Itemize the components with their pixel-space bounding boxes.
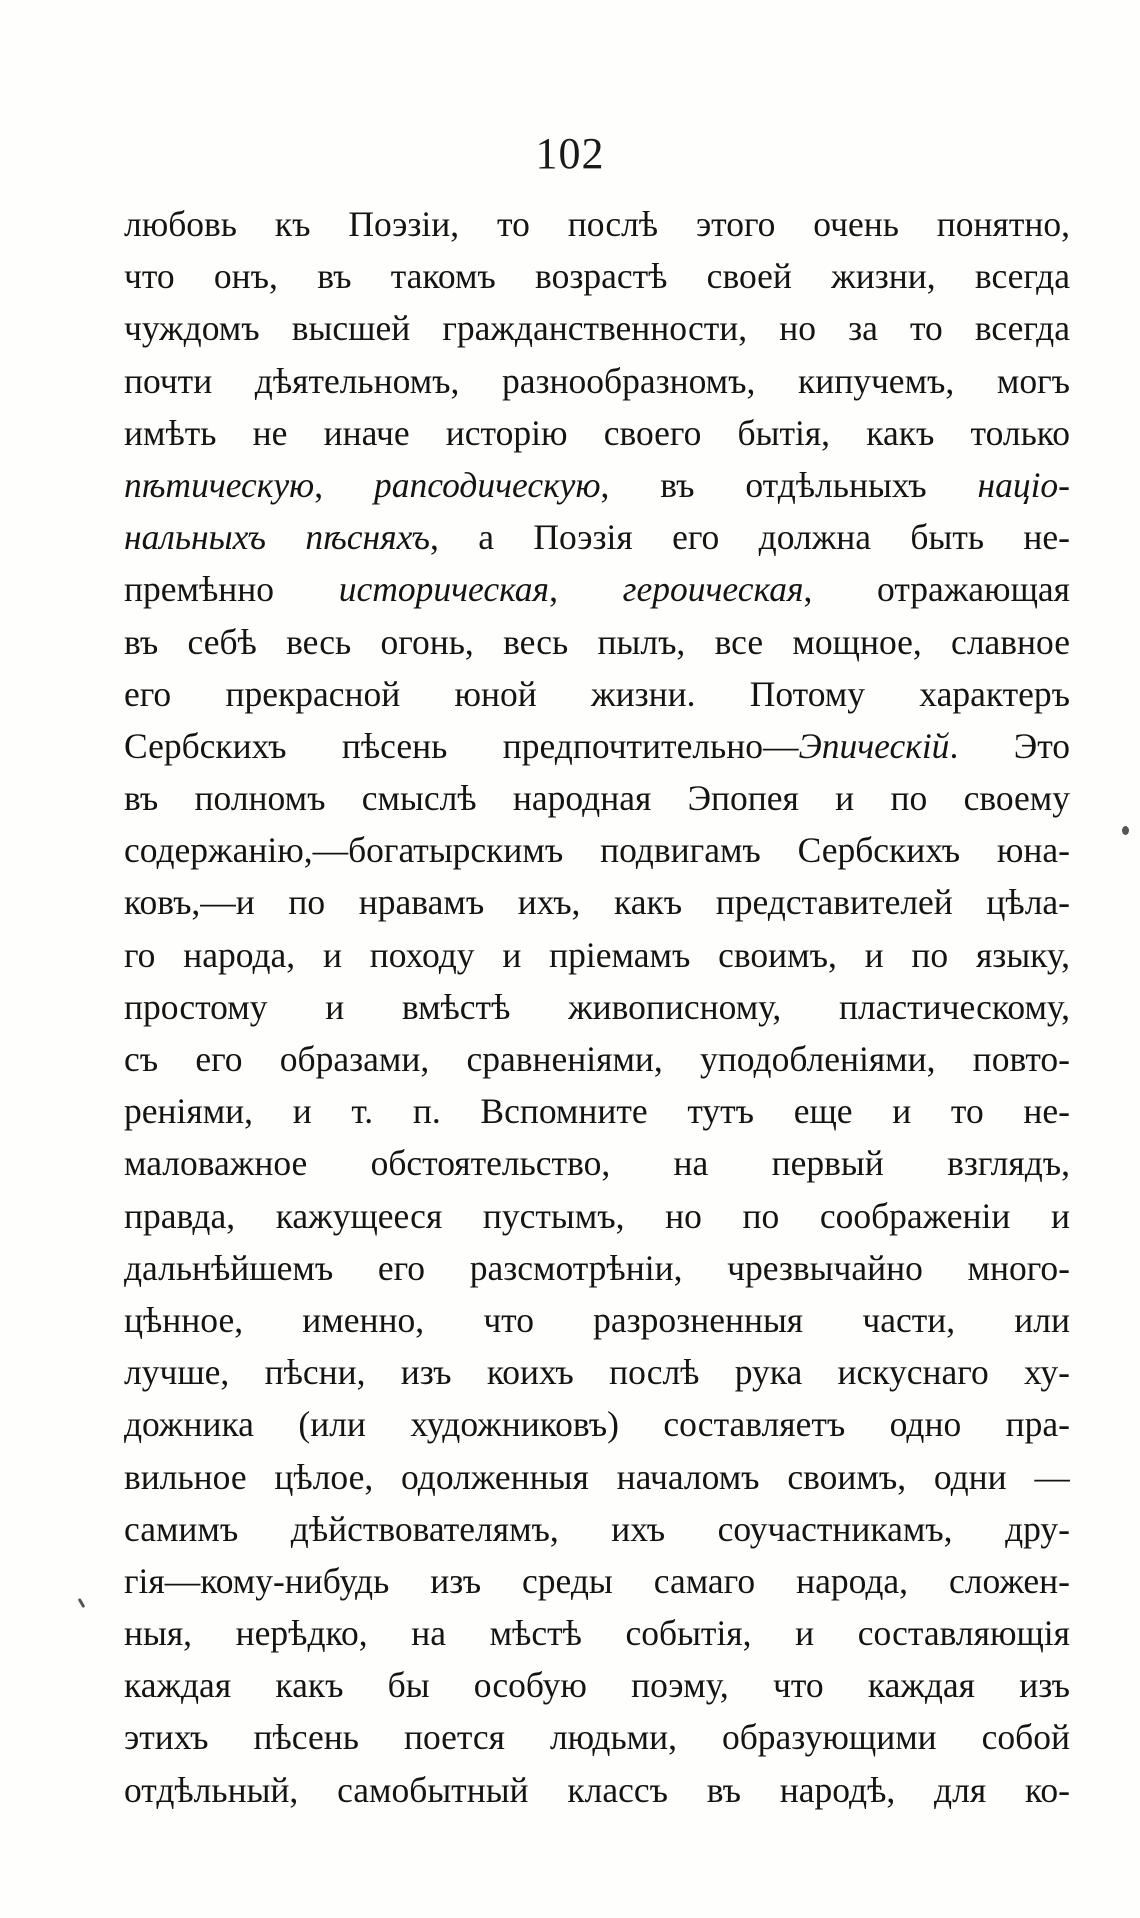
- text-run: . Это: [949, 725, 1070, 766]
- text-run: ,: [314, 464, 374, 505]
- text-line: [124, 459, 1070, 511]
- text-run: лучше, пѣсни, изъ коихъ послѣ рука искуснаго ху-: [124, 1352, 1070, 1393]
- text-run: почти дѣятельномъ, разнообразномъ, кипучемъ, могъ: [124, 360, 1070, 401]
- text-line: [124, 616, 1070, 668]
- text-line: [124, 1659, 1070, 1711]
- text-line: [124, 250, 1070, 302]
- ink-speck: [1122, 826, 1129, 835]
- text-line: [124, 355, 1070, 407]
- text-line: [124, 407, 1070, 459]
- text-run: гія—кому-нибудь изъ среды самаго народа, сложен-: [124, 1560, 1070, 1601]
- text-line: [124, 1190, 1070, 1242]
- text-line: [124, 1711, 1070, 1763]
- text-run: простому и вмѣстѣ живописному, пластическому,: [124, 986, 1070, 1027]
- text-run: въ полномъ смыслѣ народная Эпопея и по своему: [124, 778, 1070, 819]
- italic-text: Эпическій: [798, 725, 950, 766]
- text-line: [124, 981, 1070, 1033]
- text-line: [124, 1764, 1070, 1816]
- text-line: [124, 1503, 1070, 1555]
- text-run: вильное цѣлое, одолженныя началомъ своимъ, одни —: [124, 1456, 1070, 1497]
- text-run: , отражающая: [803, 569, 1070, 610]
- text-run: съ его образами, сравненіями, уподобленіями, повто-: [124, 1039, 1070, 1079]
- text-line: [124, 1085, 1070, 1137]
- text-run: , въ отдѣльныхъ: [600, 464, 978, 505]
- text-line: [124, 1242, 1070, 1294]
- text-line: [124, 1398, 1070, 1450]
- text-line: [124, 1033, 1070, 1085]
- text-run: дальнѣйшемъ его разсмотрѣніи, чрезвычайно много-: [124, 1247, 1070, 1288]
- text-line: [124, 720, 1070, 772]
- text-run: самимъ дѣйствователямъ, ихъ соучастникамъ, дру-: [124, 1508, 1070, 1549]
- text-run: ныя, нерѣдко, на мѣстѣ событія, и составляющія: [124, 1613, 1070, 1654]
- text-run: въ себѣ весь огонь, весь пылъ, все мощное, славное: [124, 621, 1070, 662]
- text-run: отдѣльный, самобытный классъ въ народѣ, для ко-: [124, 1769, 1070, 1810]
- italic-text: историческая: [338, 569, 550, 610]
- text-line: [124, 876, 1070, 928]
- text-line: [124, 1137, 1070, 1189]
- text-line: [124, 1346, 1070, 1398]
- italic-text: героическая: [622, 569, 804, 610]
- text-run: ковъ,—и по нравамъ ихъ, какъ представителей цѣла-: [124, 882, 1070, 923]
- text-run: маловажное обстоятельство, на первый взглядъ,: [124, 1143, 1070, 1184]
- text-run: реніями, и т. п. Вспомните тутъ еще и то не-: [124, 1091, 1070, 1132]
- text-run: что онъ, въ такомъ возрастѣ своей жизни, всегда: [124, 256, 1070, 297]
- ink-speck: [78, 1598, 86, 1608]
- text-line: [124, 1607, 1070, 1659]
- page-number: 102: [535, 129, 605, 178]
- text-line: [124, 198, 1070, 250]
- italic-text: рапсодическую: [373, 464, 601, 505]
- text-run: чуждомъ высшей гражданственности, но за то всегда: [124, 308, 1070, 349]
- text-run: премѣнно: [124, 569, 339, 610]
- text-run: го народа, и походу и пріемамъ своимъ, и по языку,: [124, 934, 1070, 975]
- text-line: [124, 824, 1070, 876]
- italic-text: нальныхъ пѣсняхъ: [124, 517, 430, 558]
- italic-text: націо-: [977, 464, 1070, 505]
- text-run: этихъ пѣсень поется людьми, образующими собой: [124, 1717, 1070, 1758]
- text-run: имѣть не иначе исторію своего бытія, какъ только: [124, 412, 1070, 453]
- italic-text: пѣтическую: [124, 464, 315, 505]
- text-line: [124, 668, 1070, 720]
- text-run: , а Поэзія его должна быть не-: [429, 517, 1070, 558]
- text-line: [124, 1451, 1070, 1503]
- text-run: ,: [549, 569, 623, 610]
- text-line: [124, 1555, 1070, 1607]
- text-run: любовь къ Поэзіи, то послѣ этого очень понятно,: [124, 204, 1070, 244]
- text-run: каждая какъ бы особую поэму, что каждая изъ: [124, 1665, 1070, 1706]
- text-run: его прекрасной юной жизни. Потому характеръ: [124, 673, 1070, 714]
- text-line: [124, 563, 1070, 615]
- text-line: [124, 302, 1070, 354]
- body-text: [124, 198, 1070, 1816]
- text-line: [124, 511, 1070, 563]
- text-line: [124, 772, 1070, 824]
- text-run: дожника (или художниковъ) составляетъ одно пра-: [124, 1404, 1070, 1445]
- text-run: содержанію,—богатырскимъ подвигамъ Сербскихъ юна-: [124, 830, 1070, 871]
- text-run: Сербскихъ пѣсень предпочтительно—: [124, 725, 799, 766]
- text-line: [124, 929, 1070, 981]
- text-run: цѣнное, именно, что разрозненныя части, или: [124, 1299, 1070, 1340]
- text-line: [124, 1294, 1070, 1346]
- text-run: правда, кажущееся пустымъ, но по соображеніи и: [124, 1195, 1070, 1236]
